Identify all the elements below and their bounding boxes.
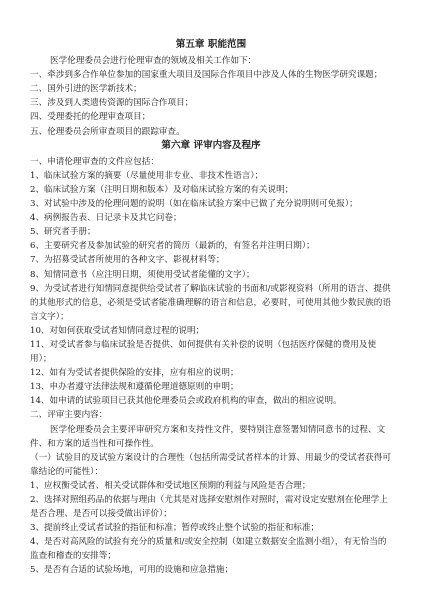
chapter6-title: 第六章 评审内容及程序: [161, 139, 261, 151]
chapter5-item: 五、伦理委员会所审查项目的跟踪审查。: [30, 126, 185, 137]
review-item: 3、提前终止受试者试验的指征和标准；暂停或终止整个试验的指征和标准；: [30, 523, 320, 534]
doc-item: 12、如有为受试者提供保险的安排，应有相应的说明；: [30, 368, 239, 379]
doc-item: 10、对如何获取受试者知情同意过程的说明；: [30, 325, 205, 336]
doc-item: 2、临床试验方案（注明日期和版本）及对临床试验方案的有关说明；: [30, 184, 294, 195]
doc-item: 11、对受试者参与临床试验是否提供、如何提供有关补偿的说明（包括医疗保健的费用及使用）；: [30, 339, 377, 365]
section2-heading: 二、评审主要内容：: [30, 410, 108, 421]
chapter5-intro: 医学伦理委员会进行伦理审查的领域及相关工作如下：: [50, 56, 257, 67]
section2-intro: 医学伦理委员会主要评审研究方案和支持性文件，要特别注意签署知情同意书的过程、文件、和方案的适当性和可操作性。: [30, 424, 386, 449]
chapter5-item: 二、国外引进的医学新技术；: [30, 84, 142, 95]
doc-item: 13、申办者遵守法律法规和遵循伦理道德原则的申明；: [30, 382, 239, 393]
doc-item: 14、如申请的试验项目已获其他伦理委员会或政府机构的审查，做出的相应说明。: [30, 396, 342, 407]
doc-item: 1、临床试验方案的摘要（尽量使用非专业、非技术性语言）；: [30, 170, 264, 181]
doc-item: 7、为招募受试者所使用的各种文字、影视材料等；: [30, 255, 225, 266]
doc-item: 6、主要研究者及参加试验的研究者的简历（最新的，有签名并注明日期）；: [30, 241, 315, 252]
chapter5-item: 一、牵涉到多合作单位参加的国家重大项目及国际合作项目中涉及人体的生物医学研究课题；: [30, 70, 383, 81]
chapter5-item: 三、涉及到人类遗传资源的国际合作项目；: [30, 98, 194, 109]
review-item: 1、应权衡受试者、相关受试群体和受试地区预期的利益与风险是否合理；: [30, 480, 311, 491]
chapter5-item: 四、受理委托的伦理审查项目；: [30, 112, 151, 123]
review-item: 2、选择对照组药品的依据与理由（尤其是对选择安慰剂作对照时，需对设定安慰剂在伦理学上是否合理、是否可以接受做出评价）；: [30, 495, 388, 520]
doc-item: 5、研究者手册；: [30, 227, 96, 238]
review-item: 4、是否对高风险的试验有充分的质量和/或安全控制（如建立数据安全监测小组），有无恰当的监查和稽查的安排等；: [30, 537, 387, 562]
review-item: 5、是否有合适的试验场地，可用的设施和应急措施；: [30, 565, 234, 576]
doc-item: 8、知情同意书（应注明日期，须使用受试者能懂的文字）；: [30, 269, 255, 280]
chapter5-title: 第五章 职能范围: [175, 39, 247, 50]
section2-subheading: （一）试验目的及试验方案设计的合理性（包括所需受试者样本的计算、用最少的受试者获得可靠结论的可能性）：: [30, 452, 391, 477]
doc-item: 3、对试验中涉及的伦理问题的说明（如在临床试验方案中已做了充分说明则可免报）；: [30, 199, 358, 210]
doc-item: 4、病例报告表、日记录卡及其它问卷；: [30, 213, 182, 224]
section1-heading: 一、申请伦理审查的文件应包括：: [30, 156, 159, 167]
doc-item: 9、为受试者进行知情同意提供给受试者了解临床试验的书面和/或影视资料（所用的语言、提供的其他形式的信息，必须是受试者能准确理解的语言和信息，必要时，可使用其他少数民族的语言文字）；: [30, 283, 391, 322]
